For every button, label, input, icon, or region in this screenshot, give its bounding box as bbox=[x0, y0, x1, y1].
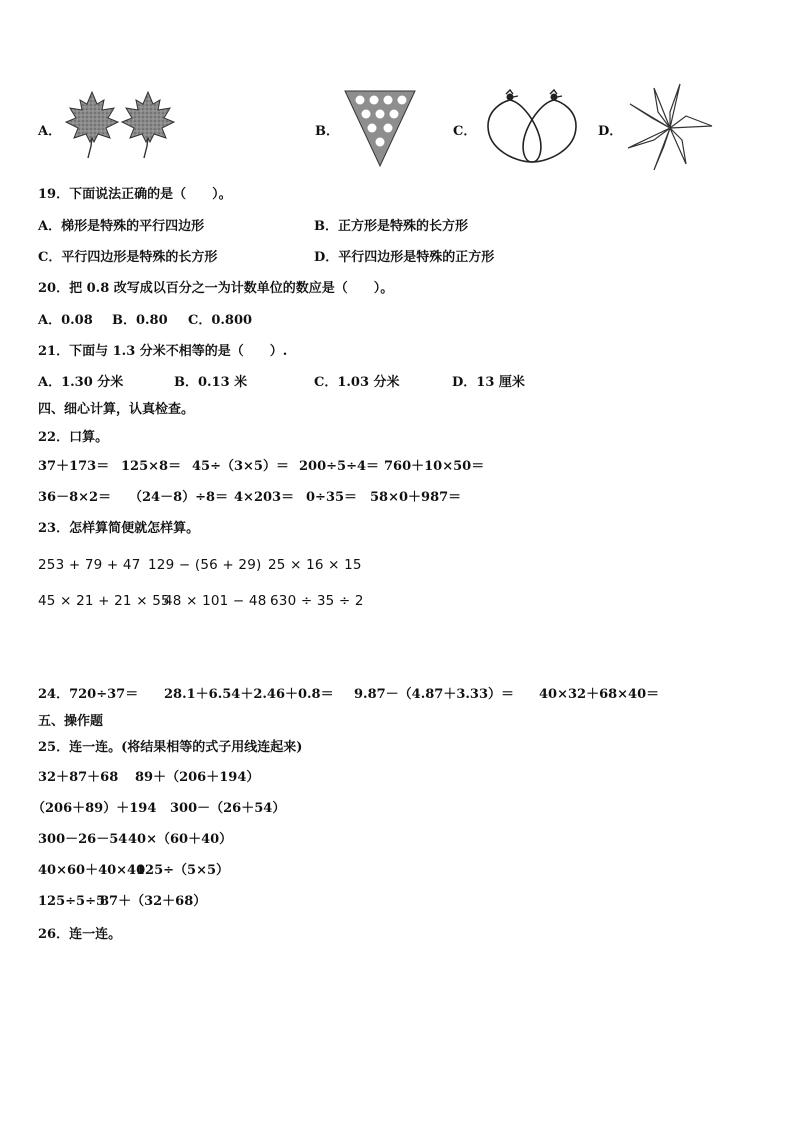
q23-stem: 23．怎样算简便就怎样算。 bbox=[38, 521, 200, 536]
q19-option-b: B．正方形是特殊的长方形 bbox=[314, 219, 468, 234]
pinwheel-star-icon bbox=[624, 82, 716, 174]
q20-stem: 20．把 0.8 改写成以百分之一为计数单位的数应是（ ）。 bbox=[38, 281, 394, 296]
q21-stem: 21．下面与 1.3 分米不相等的是（ ）. bbox=[38, 344, 288, 359]
q23-row-1 bbox=[0, 557, 794, 575]
q23-expression: 45 × 21 + 21 × 55 bbox=[38, 593, 170, 609]
q25-pair-2 bbox=[0, 801, 794, 817]
heart-shaped-birds-icon bbox=[480, 88, 584, 168]
q25-left-expression[interactable]: 125÷5÷5 bbox=[38, 894, 106, 909]
q23-expression: 25 × 16 × 15 bbox=[268, 557, 362, 573]
q25-stem: 25．连一连。(将结果相等的式子用线连起来) bbox=[38, 740, 303, 755]
q19-stem: 19．下面说法正确的是（ ）。 bbox=[38, 187, 232, 202]
q19-option-a: A．梯形是特殊的平行四边形 bbox=[38, 219, 205, 234]
q23-expression: 253 + 79 + 47 bbox=[38, 557, 141, 573]
q18-option-c-label: C． bbox=[453, 124, 477, 139]
q24-item: 24．720÷37＝ bbox=[38, 687, 139, 702]
q25-pair-3 bbox=[0, 832, 794, 848]
q25-right-expression[interactable]: 40×（60＋40） bbox=[128, 832, 233, 847]
q22-item: 0÷35＝ bbox=[306, 490, 358, 505]
maple-leaf-pair-icon bbox=[62, 88, 180, 162]
q22-item: 58×0＋987＝ bbox=[370, 490, 462, 505]
q22-item: （24－8）÷8＝ bbox=[129, 490, 229, 505]
q24-row bbox=[0, 687, 794, 703]
q25-right-expression[interactable]: 300－（26＋54） bbox=[170, 801, 286, 816]
q20-option-c: C．0.800 bbox=[188, 313, 253, 328]
q25-left-expression[interactable]: 40×60＋40×40 bbox=[38, 863, 146, 878]
q21-option-c: C．1.03 分米 bbox=[314, 375, 400, 390]
q22-item: 760＋10×50＝ bbox=[384, 459, 485, 474]
q25-pair-4 bbox=[0, 863, 794, 879]
q22-item: 200÷5÷4＝ bbox=[299, 459, 380, 474]
q24-item: 40×32＋68×40＝ bbox=[539, 687, 660, 702]
q21-option-d: D．13 厘米 bbox=[452, 375, 525, 390]
q25-left-expression[interactable]: 300－26－54 bbox=[38, 832, 128, 847]
q20-option-a: A．0.08 bbox=[38, 313, 93, 328]
q25-left-expression[interactable]: （206＋89）＋194 bbox=[32, 801, 157, 816]
q25-right-expression[interactable]: 89＋（206＋194） bbox=[135, 770, 260, 785]
q21-option-a: A．1.30 分米 bbox=[38, 375, 124, 390]
q22-row-1 bbox=[0, 459, 794, 475]
q19-option-d: D．平行四边形是特殊的正方形 bbox=[314, 250, 495, 265]
q22-item: 45÷（3×5）＝ bbox=[192, 459, 289, 474]
q26-stem: 26．连一连。 bbox=[38, 927, 122, 942]
q23-expression: 129 − (56 + 29) bbox=[148, 557, 262, 573]
q18-option-a-label: A． bbox=[38, 124, 62, 139]
q25-right-expression[interactable]: 87＋（32＋68） bbox=[100, 894, 207, 909]
q22-item: 125×8＝ bbox=[121, 459, 182, 474]
q25-pair-1 bbox=[0, 770, 794, 786]
q25-left-expression[interactable]: 32＋87＋68 bbox=[38, 770, 119, 785]
q18-option-d-label: D． bbox=[598, 124, 623, 139]
q25-right-expression[interactable]: 125÷（5×5） bbox=[136, 863, 230, 878]
q25-pair-5 bbox=[0, 894, 794, 910]
q24-item: 28.1＋6.54＋2.46＋0.8＝ bbox=[164, 687, 334, 702]
q20-option-b: B．0.80 bbox=[112, 313, 168, 328]
q22-item: 37＋173＝ bbox=[38, 459, 110, 474]
q22-item: 36－8×2＝ bbox=[38, 490, 112, 505]
q22-stem: 22．口算。 bbox=[38, 430, 109, 445]
q18-option-b-label: B． bbox=[315, 124, 339, 139]
q22-row-2 bbox=[0, 490, 794, 506]
q23-row-2 bbox=[0, 593, 794, 611]
q21-option-b: B．0.13 米 bbox=[174, 375, 248, 390]
q23-expression: 630 ÷ 35 ÷ 2 bbox=[270, 593, 364, 609]
q24-item: 9.87－（4.87＋3.33）＝ bbox=[354, 687, 514, 702]
section-4-heading: 四、细心计算，认真检查。 bbox=[38, 402, 195, 417]
q23-expression: 48 × 101 − 48 bbox=[164, 593, 267, 609]
triangle-with-flowers-icon bbox=[342, 88, 418, 168]
q22-item: 4×203＝ bbox=[234, 490, 295, 505]
q19-option-c: C．平行四边形是特殊的长方形 bbox=[38, 250, 218, 265]
section-5-heading: 五、操作题 bbox=[38, 714, 104, 729]
